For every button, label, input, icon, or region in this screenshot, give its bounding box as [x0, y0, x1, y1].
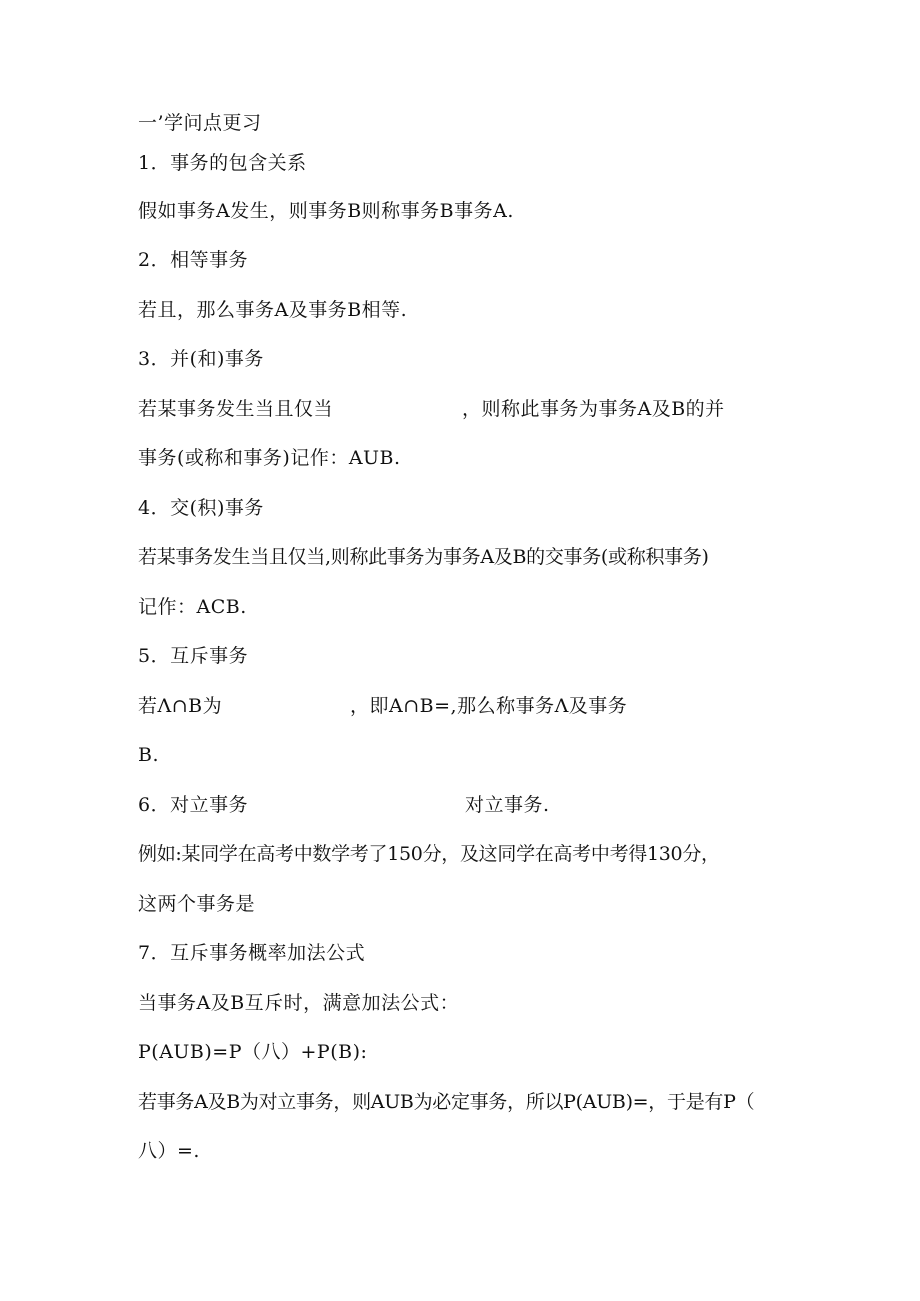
item-1-heading: 1．事务的包含关系	[138, 152, 307, 174]
item-4-text-a: 若某事务发生当且仅当,则称此事务为事务A及B的交事务(或称积事务)	[138, 546, 709, 568]
item-4-text-b: 记作：ACB.	[138, 596, 247, 618]
item-3-text-c: 事务(或称和事务)记作：AUB.	[138, 447, 401, 469]
item-6-example: 例如:某同学在高考中数学考了150分，及这同学在高考中考得130分，	[138, 843, 720, 865]
item-6-example-tail: 这两个事务是	[138, 893, 256, 915]
item-3-text-a: 若某事务发生当且仅当	[138, 398, 334, 420]
item-3-text-b: ，则称此事务为事务A及B的并	[462, 398, 725, 420]
item-7-heading: 7．互斥事务概率加法公式	[138, 942, 366, 964]
item-6-heading-tail: 对立事务.	[465, 794, 550, 816]
item-5-text-a: 若Λ∩B为	[138, 695, 223, 717]
item-4-heading: 4．交(积)事务	[138, 497, 264, 519]
item-5-heading: 5．互斥事务	[138, 645, 249, 667]
section-heading: 一’学问点更习	[138, 112, 262, 134]
item-7-formula: P(AUB)=P（八）+P(B):	[138, 1041, 368, 1063]
item-6-heading: 6．对立事务	[138, 794, 249, 816]
item-5-text-c: B.	[138, 744, 160, 766]
item-1-text: 假如事务A发生，则事务B则称事务B事务A.	[138, 200, 514, 222]
item-2-text: 若且，那么事务A及事务B相等.	[138, 299, 408, 321]
item-7-text-b: 若事务A及B为对立事务，则AUB为必定事务，所以P(AUB)=，于是有P（	[138, 1091, 755, 1113]
item-7-text-c: 八）=.	[138, 1140, 200, 1162]
item-5-text-b: ，即A∩B=,那么称事务Λ及事务	[350, 695, 628, 717]
item-2-heading: 2．相等事务	[138, 249, 249, 271]
item-3-heading: 3．并(和)事务	[138, 348, 264, 370]
item-7-text-a: 当事务A及B互斥时，满意加法公式：	[138, 992, 460, 1014]
